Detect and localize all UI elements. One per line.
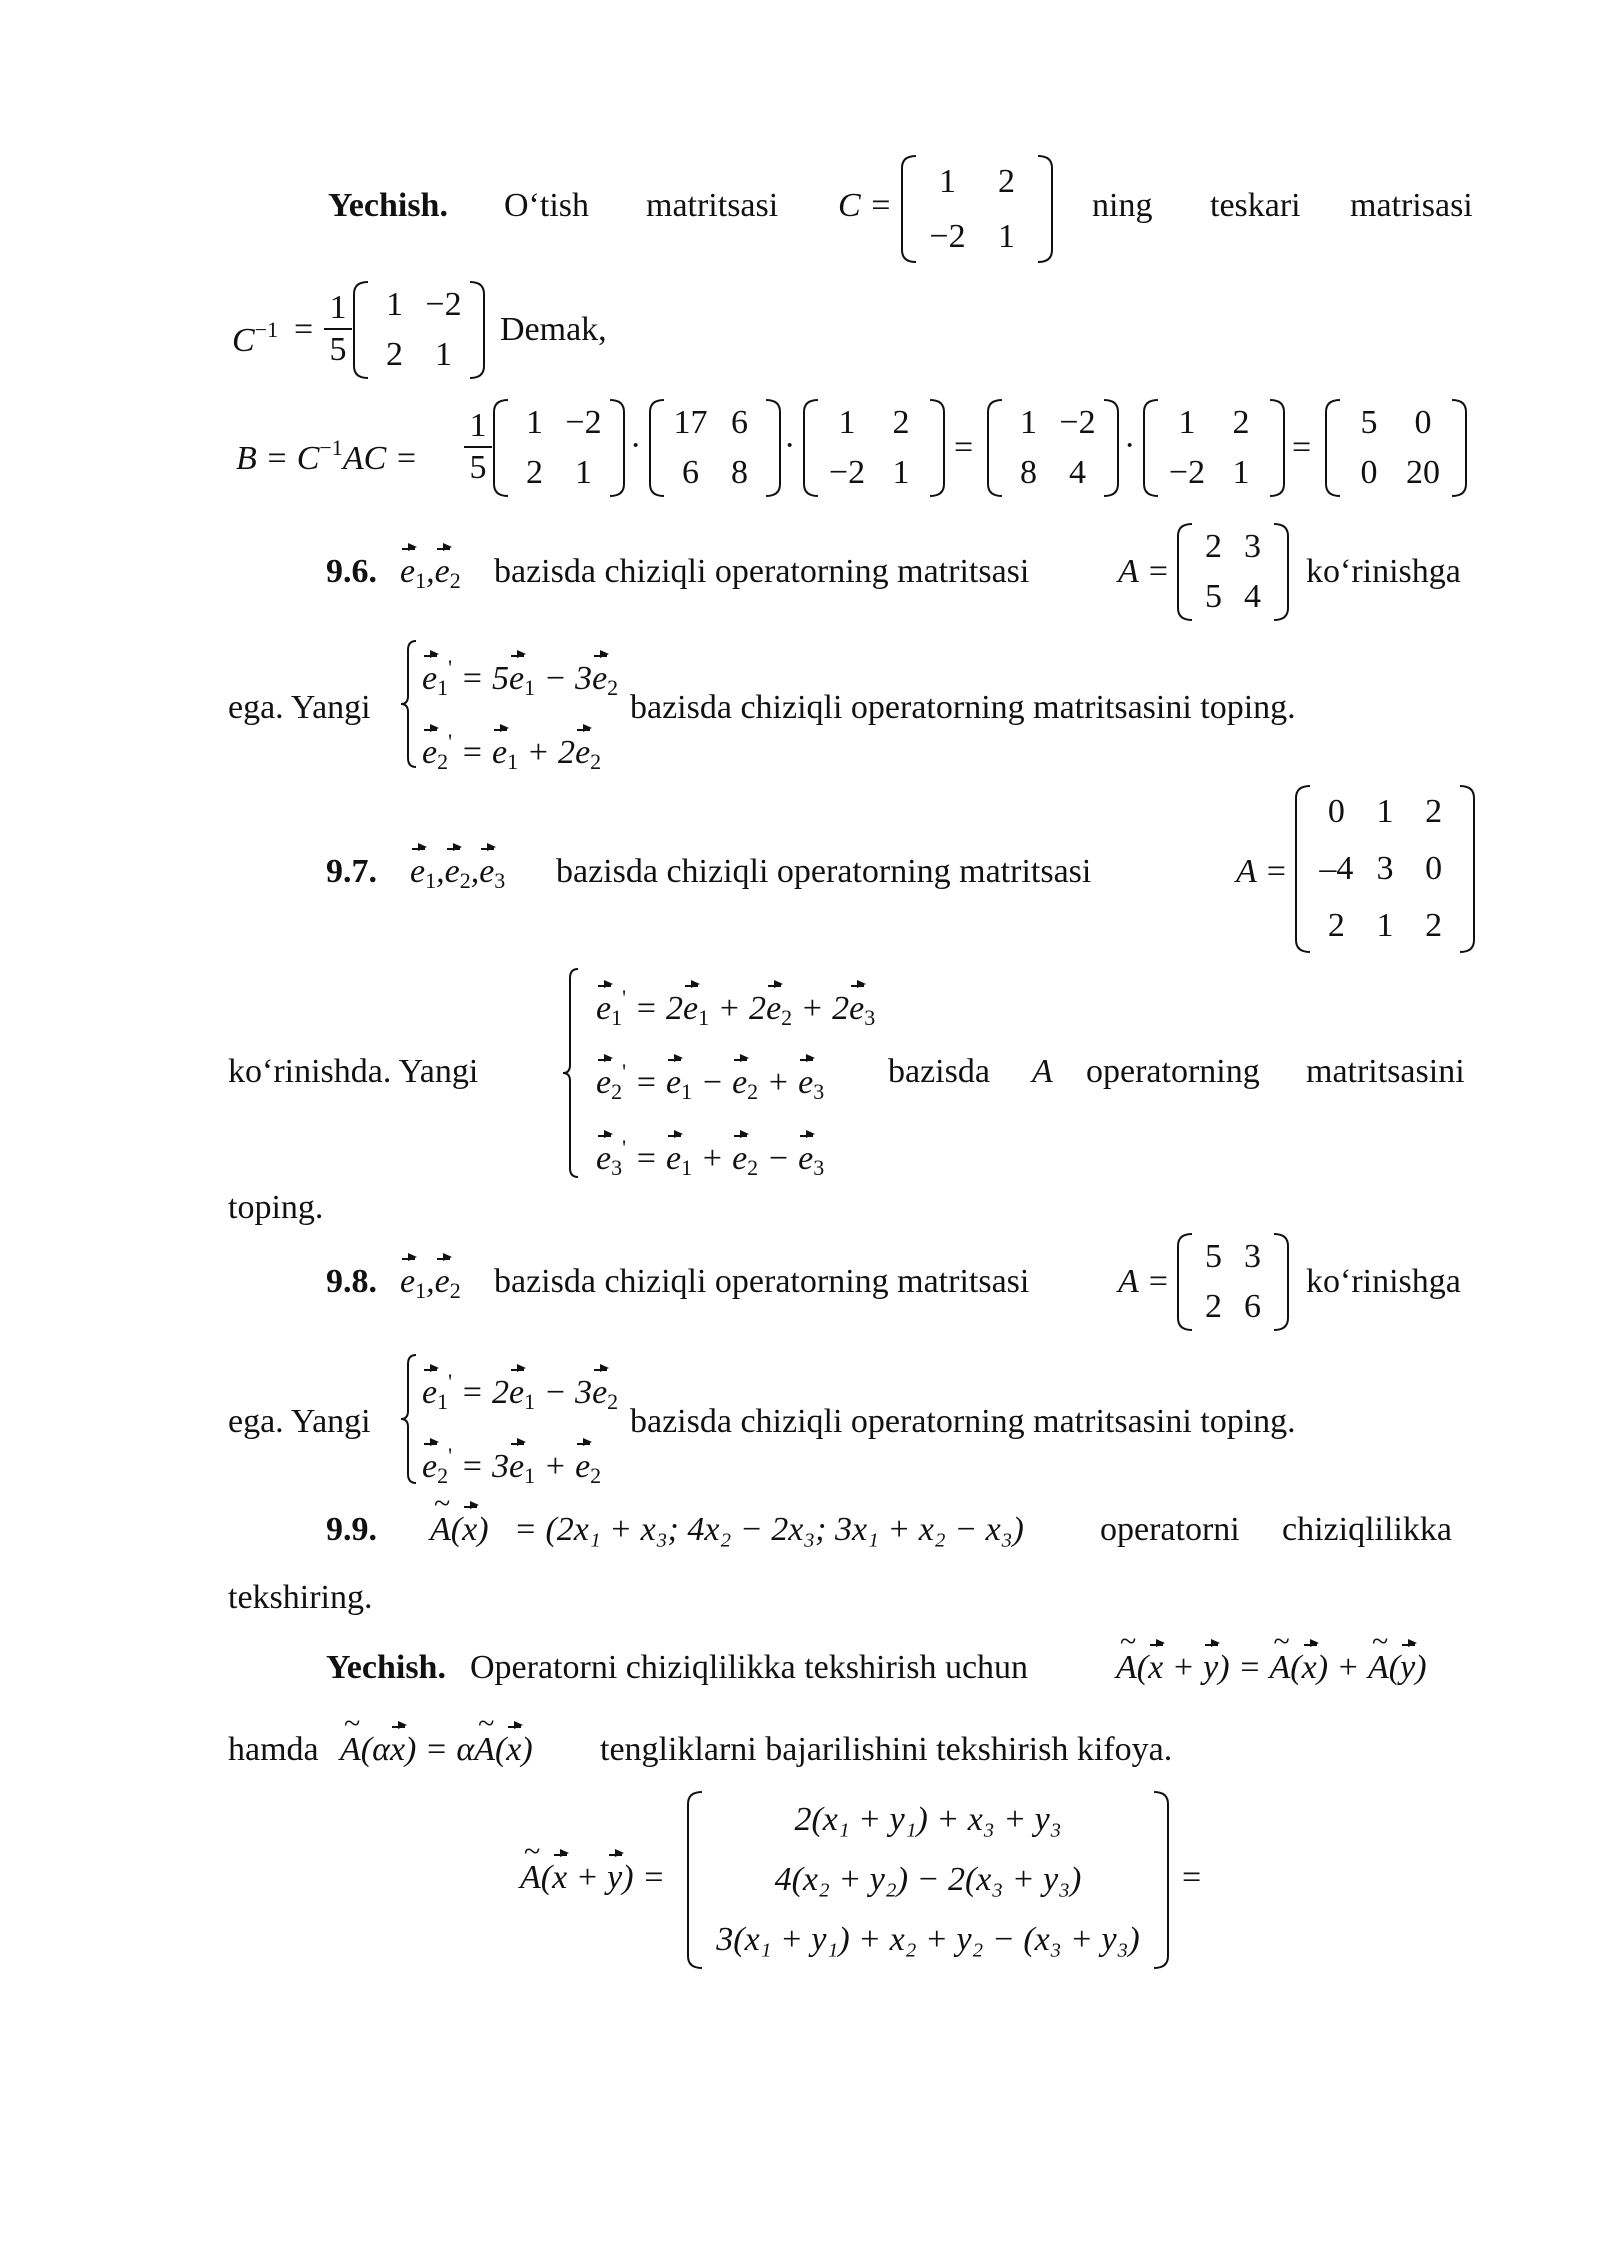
p97-word-matritsasini: matritsasini [1306, 1053, 1465, 1090]
matrix-cell: 6 [731, 404, 748, 441]
equals-final: = [1182, 1859, 1202, 1896]
problem-9-7-korinishda: ko‘rinishda. Yangi [228, 1053, 479, 1090]
matrix-cell: 1 [838, 404, 856, 441]
matrix-cell: 2 [1232, 404, 1250, 441]
problem-9-8-system [400, 1354, 420, 1484]
sum-column-vector [688, 1790, 1168, 1970]
word-matrisasi: matrisasi [1350, 187, 1473, 224]
problem-9-7-text: bazisda chiziqli operatorning matritsasi [556, 853, 1092, 890]
matrix-cell: 1 [1020, 404, 1037, 441]
matrix-p3 [804, 398, 944, 498]
matrix-cell: 2 [998, 162, 1015, 200]
p97-word-operatorning: operatorning [1086, 1053, 1260, 1090]
matrix-cell: 1 [386, 286, 403, 323]
matrix-p5 [1144, 398, 1284, 498]
demak-text: Demak, [500, 311, 607, 348]
matrix-cell: 4 [1244, 578, 1261, 615]
sys97-row1: $e_1' = 2e_1 + 2e_2 + 2e_3$ [596, 985, 876, 1030]
problem-9-6-system [400, 640, 420, 768]
sys96-row2: $e_2' = e_1 + 2e_2$ [422, 729, 602, 774]
vector-row: 2(x₁ + y₁) + x₃ + y₃ [794, 1801, 1062, 1838]
problem-9-9-tekshiring: tekshiring. [228, 1579, 373, 1616]
matrix-cell: 6 [1244, 1288, 1261, 1325]
word-ning: ning [1092, 187, 1153, 224]
matrix-cell: 2 [1205, 1288, 1222, 1325]
matrix-cell: −2 [828, 454, 866, 491]
word-teskari: teskari [1210, 187, 1301, 224]
vector-row: 4(x₂ + y₂) − 2(x₃ + y₃) [774, 1861, 1082, 1898]
matrix-cell: 0 [1360, 454, 1378, 491]
matrix-cell: 4 [1069, 454, 1086, 491]
matrix-cell: −2 [565, 404, 602, 441]
matrix-cell: 1 [1376, 906, 1394, 944]
solution2-label: Yechish. [326, 1649, 446, 1686]
cinv-label: $C^{-1}$ [232, 317, 279, 359]
problem-9-7-toping: toping. [228, 1189, 324, 1226]
problem-9-6-rest: bazisda chiziqli operatorning matritsasini toping. [630, 689, 1296, 726]
problem-9-7-a-eq: A = [1236, 853, 1288, 890]
word-otish: O‘tish [504, 187, 589, 224]
problem-9-6-text: bazisda chiziqli operatorning matritsasi [494, 553, 1030, 590]
p97-word-a: A [1032, 1053, 1053, 1090]
matrix-cell: 5 [1205, 578, 1222, 615]
solution-label: Yechish. [328, 187, 448, 224]
matrix-cell: 2 [892, 404, 910, 441]
p99-word-chiziqlilikka: chiziqlilikka [1282, 1511, 1452, 1548]
vector-row: 3(x₁ + y₁) + x₂ + y₂ − (x₃ + y₃) [716, 1921, 1140, 1958]
matrix-cell: 3 [1244, 528, 1261, 565]
matrix-cell: 1 [1178, 404, 1196, 441]
solution2-tail: tengliklarni bajarilishini tekshirish kifoya. [600, 1731, 1173, 1768]
matrix-cell: 2 [1425, 906, 1443, 944]
problem-9-8-number: 9.8. [326, 1263, 377, 1300]
problem-9-7-system [562, 968, 582, 1178]
matrix-cell: 1 [892, 454, 910, 491]
p99-word-operatorni: operatorni [1100, 1511, 1240, 1548]
dot-3: · [1124, 427, 1136, 464]
matrix-cell: 1 [1232, 454, 1250, 491]
problem-9-6-matrix [1178, 522, 1288, 622]
problem-9-6-a-eq: A = [1118, 553, 1170, 590]
operator-a-of-x: ~ A(x) [430, 1510, 489, 1550]
matrix-cell: 0 [1425, 850, 1443, 887]
sys98-row1: $e_1' = 2e_1 - 3e_2$ [422, 1369, 619, 1414]
solution2-text: Operatorni chiziqlilikka tekshirish uchun [470, 1649, 1029, 1686]
problem-9-8-tail: ko‘rinishga [1306, 1263, 1461, 1300]
problem-9-6-tail: ko‘rinishga [1306, 553, 1461, 590]
matrix-cell: 1 [575, 454, 592, 491]
matrix-cell: 8 [731, 454, 748, 491]
matrix-cell: 6 [682, 454, 699, 491]
matrix-cell: 1 [526, 404, 543, 441]
matrix-cell: 1 [435, 336, 452, 373]
matrix-p2 [650, 398, 780, 498]
matrix-cell: −2 [425, 286, 462, 323]
problem-9-7-number: 9.7. [326, 853, 377, 890]
problem-9-9-number: 9.9. [326, 1511, 377, 1548]
matrix-cinv [354, 280, 484, 380]
basis-e1-e2-e3: $e_1,e_2,e_3$ [410, 853, 506, 893]
sys97-row3: $e_3' = e_1 + e_2 - e_3$ [596, 1135, 825, 1180]
homogeneity-identity: ~ A(αx) = α~ A(x) [340, 1730, 533, 1770]
matrix-cell: 2 [1205, 528, 1222, 565]
matrix-cell: 0 [1414, 404, 1432, 441]
basis-e1-e2: $e_1,e_2$ [400, 553, 461, 593]
cinv-equals: = [294, 311, 314, 348]
matrix-cell: 8 [1020, 454, 1037, 491]
additivity-identity: ~ A(x + y) = ~ A(x) + ~ A(y) [1116, 1648, 1427, 1688]
problem-9-8-a-eq: A = [1118, 1263, 1170, 1300]
basis-e1-e2-98: $e_1,e_2$ [400, 1263, 461, 1303]
matrix-cell: −2 [1059, 404, 1096, 441]
matrix-cell: 5 [1360, 404, 1378, 441]
equals-1: = [954, 429, 974, 466]
matrix-cell: 3 [1244, 1238, 1261, 1275]
matrix-cell: 17 [673, 404, 708, 441]
matrix-cell: 20 [1406, 454, 1440, 491]
matrix-cell: –4 [1319, 850, 1354, 887]
matrix-p1 [494, 398, 624, 498]
matrix-cell: 0 [1327, 793, 1345, 831]
matrix-p6 [1326, 398, 1466, 498]
problem-9-8-matrix [1178, 1232, 1288, 1332]
problem-9-6-number: 9.6. [326, 553, 377, 590]
matrix-cell: 1 [998, 217, 1015, 255]
matrix-cell: 1 [1376, 793, 1394, 831]
sys96-row1: $e_1' = 5e_1 - 3e_2$ [422, 655, 619, 700]
matrix-cell: 2 [386, 336, 403, 373]
matrix-cell: −2 [929, 217, 966, 255]
problem-9-6-ega: ega. Yangi [228, 689, 371, 726]
dot-2: · [784, 427, 796, 464]
fraction-one-fifth: $\frac{1}{5}$ [324, 288, 352, 370]
matrix-cell: 3 [1376, 850, 1394, 887]
fraction-one-fifth-2: $\frac{1}{5}$ [464, 406, 492, 488]
problem-9-9-formula: = (2x₁ + x₃; 4x₂ − 2x₃; 3x₁ + x₂ − x₃) [514, 1511, 1024, 1548]
matrix-cell: −2 [1168, 454, 1206, 491]
dot-1: · [630, 427, 642, 464]
solution2-hamda: hamda [228, 1731, 319, 1768]
equals-2: = [1292, 429, 1312, 466]
p97-word-bazisda: bazisda [888, 1053, 990, 1090]
c-equals: C = [838, 187, 893, 224]
matrix-cell: 1 [939, 162, 956, 200]
matrix-p4 [988, 398, 1118, 498]
problem-9-8-rest: bazisda chiziqli operatorning matritsasini toping. [630, 1403, 1296, 1440]
sys98-row2: $e_2' = 3e_1 + e_2$ [422, 1443, 602, 1488]
matrix-c [902, 154, 1052, 264]
matrix-cell: 2 [1425, 793, 1443, 831]
word-matritsasi: matritsasi [646, 187, 779, 224]
matrix-cell: 5 [1205, 1238, 1222, 1275]
matrix-cell: 2 [1327, 906, 1345, 944]
problem-9-8-text: bazisda chiziqli operatorning matritsasi [494, 1263, 1030, 1300]
matrix-cell: 2 [526, 454, 543, 491]
sys97-row2: $e_2' = e_1 - e_2 + e_3$ [596, 1059, 825, 1104]
problem-9-8-ega: ega. Yangi [228, 1403, 371, 1440]
a-of-x-plus-y: ~ A(x + y) = [520, 1858, 665, 1898]
b-equation: $B = C^{-1}AC$ = [236, 435, 418, 477]
problem-9-7-matrix [1296, 784, 1474, 954]
